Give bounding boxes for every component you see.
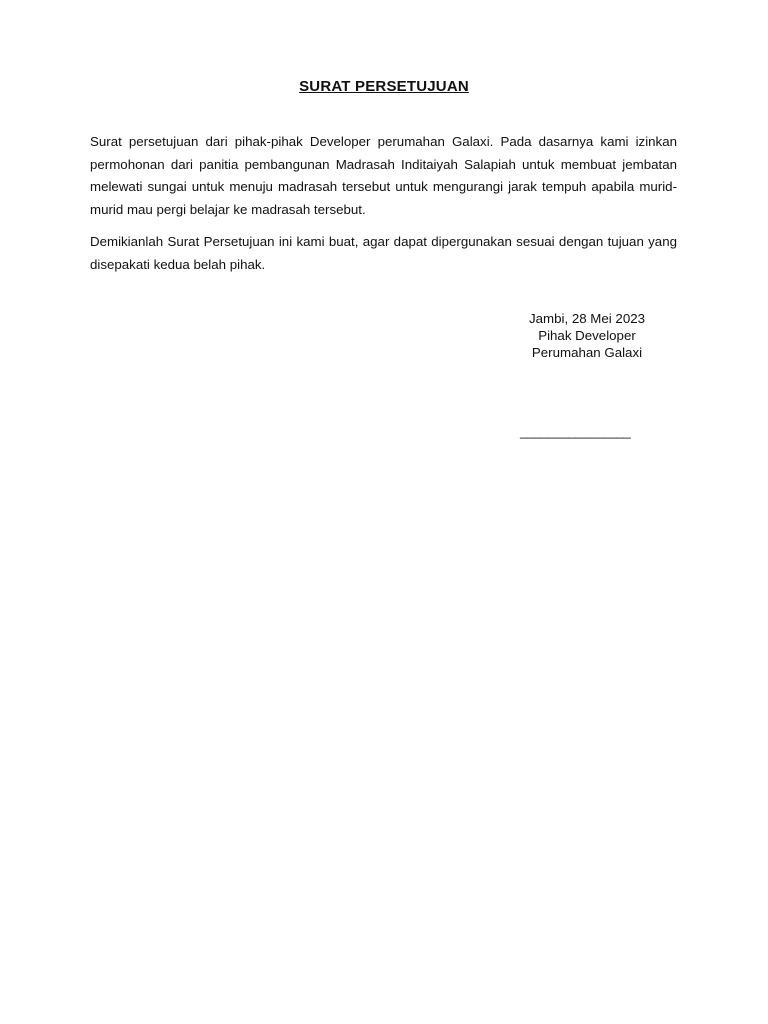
signatory-party: Pihak Developer (538, 328, 636, 343)
signature-block (505, 310, 669, 361)
signatory-organization: Perumahan Galaxi (531, 345, 643, 360)
paragraph-closing: Demikianlah Surat Persetujuan ini kami buat, agar dapat dipergunakan sesuai dengan tujuan yang disepakati kedua belah pihak. (90, 234, 677, 272)
document-title: SURAT PERSETUJUAN (299, 78, 469, 95)
signature-line: ________________ (520, 424, 631, 439)
place-date: Jambi, 28 Mei 2023 (528, 311, 646, 326)
paragraph-permission: Surat persetujuan dari pihak-pihak Developer perumahan Galaxi. Pada dasarnya kami izinkan permohonan dari panitia pembangunan Madrasah Inditaiyah Salapiah untuk membuat jembatan melewati sungai untuk menuju madrasah tersebut untuk mengurangi jarak tempuh apabila murid-murid mau pergi belajar ke madrasah tersebut. (90, 134, 677, 217)
